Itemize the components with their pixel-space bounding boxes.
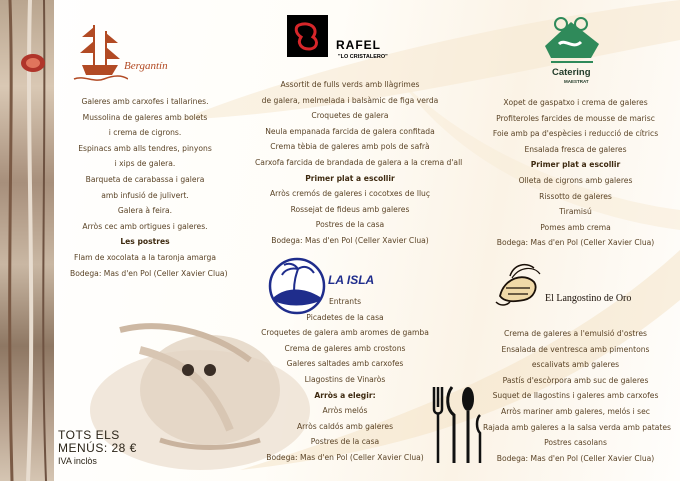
price-block bbox=[58, 429, 137, 468]
cutlery-icon bbox=[428, 385, 488, 465]
menu-item: Arròs caldós amb galeres bbox=[296, 421, 394, 431]
rafel-menu bbox=[255, 77, 463, 249]
menu-item: Bodega: Mas d'en Pol (Celler Xavier Clua) bbox=[271, 235, 429, 245]
menu-item: Postres casolans bbox=[544, 438, 607, 448]
laisla-menu bbox=[255, 294, 435, 466]
menu-item: Carxofa farcida de brandada de galera a la crema d'all bbox=[255, 157, 463, 167]
laisla-title: LA ISLA bbox=[328, 273, 375, 287]
menu-item: Rissotto de galeres bbox=[539, 191, 612, 201]
menu-item: Arròs cremós de galeres i cocotxes de lluç bbox=[269, 189, 431, 199]
catering-logo bbox=[541, 14, 603, 66]
langostino-menu bbox=[483, 326, 671, 466]
menu-item: Crema de galeres a l'emulsió d'ostres bbox=[503, 329, 647, 338]
menu-item: de galera, melmelada i balsàmic de figa verda bbox=[261, 95, 439, 105]
menu-item: Bodega: Mas d'en Pol (Celler Xavier Clua) bbox=[266, 452, 424, 462]
price-line-1: TOTS ELS bbox=[58, 428, 120, 442]
menu-item: Croquetes de galera bbox=[311, 111, 389, 121]
menu-item: i crema de cigrons. bbox=[108, 128, 182, 138]
menu-item: Suquet de llagostins i galeres amb carxofes bbox=[492, 391, 659, 401]
antennae-decoration bbox=[0, 0, 54, 481]
menu-item: Rossejat de fideus amb galeres bbox=[290, 204, 410, 214]
price-line-2: MENÚS: 28 € bbox=[58, 441, 137, 455]
catering-menu bbox=[483, 95, 668, 251]
menu-item: Olleta de cigrons amb galeres bbox=[518, 175, 633, 185]
bergantin-menu bbox=[70, 94, 228, 281]
menu-section-heading: Primer plat a escollir bbox=[305, 173, 395, 183]
menu-item: Bodega: Mas d'en Pol (Celler Xavier Clua) bbox=[496, 453, 655, 463]
menu-item: Galeres saltades amb carxofes bbox=[286, 359, 404, 369]
catering-title: Catering bbox=[552, 67, 591, 78]
menu-item: Profiteroles farcides de mousse de marisc bbox=[496, 113, 655, 123]
prawn-logo bbox=[490, 258, 544, 310]
menu-item: Assortit de fulls verds amb llàgrimes bbox=[280, 80, 420, 89]
menu-item: Barqueta de carabassa i galera bbox=[85, 174, 205, 184]
menu-item: Xopet de gaspatxo i crema de galeres bbox=[503, 98, 648, 107]
menu-section-heading: Primer plat a escollir bbox=[530, 160, 621, 170]
menu-item: Pastís d'escòrpora amb suc de galeres bbox=[502, 375, 649, 385]
menu-section-heading: Les postres bbox=[120, 237, 170, 247]
menu-item: Ensalada fresca de galeres bbox=[524, 144, 627, 154]
rafel-title: RAFEL bbox=[336, 38, 381, 52]
menu-item: Picadetes de la casa bbox=[306, 312, 384, 322]
rafel-logo bbox=[287, 15, 328, 57]
menu-item: Neula empanada farcida de galera confitada bbox=[265, 126, 435, 136]
menu-item: Llagostins de Vinaròs bbox=[304, 374, 386, 384]
menu-item: Flam de xocolata a la taronja amarga bbox=[73, 252, 216, 262]
rafel-mark-icon bbox=[287, 15, 328, 57]
rafel-subtitle: "LO CRISTALERO" bbox=[338, 54, 388, 60]
menu-item: Postres de la casa bbox=[315, 220, 385, 230]
menu-item: Pomes amb crema bbox=[540, 222, 611, 232]
menu-section-heading: Arròs a elegir: bbox=[314, 390, 376, 400]
menu-item: Croquetes de galera amb aromes de gamba bbox=[261, 328, 429, 338]
menu-item: Tiramisú bbox=[559, 207, 592, 217]
menu-item: i xips de galera. bbox=[114, 159, 176, 169]
menu-item: Arròs melós bbox=[322, 406, 368, 416]
menu-item: Espinacs amb alls tendres, pinyons bbox=[78, 143, 212, 153]
menu-item: Galera à feira. bbox=[117, 206, 173, 216]
menu-item: Postres de la casa bbox=[310, 437, 380, 447]
menu-item: Foie amb pa d'espècies i reducció de cítrics bbox=[492, 129, 659, 139]
menu-item: Arròs cec amb ortigues i galeres. bbox=[82, 221, 208, 231]
catering-subtitle: MAESTRAT bbox=[564, 79, 589, 84]
menu-item: Galeres amb carxofes i tallarines. bbox=[81, 97, 209, 106]
ship-logo bbox=[72, 15, 128, 85]
menu-item: Entrants bbox=[328, 297, 362, 306]
langostino-title: El Langostino de Oro bbox=[545, 293, 632, 304]
menu-item: Bodega: Mas d'en Pol (Celler Xavier Clua) bbox=[496, 238, 655, 248]
menu-item: Arròs mariner amb galeres, melós i sec bbox=[501, 406, 650, 416]
price-note: IVA inclòs bbox=[58, 456, 97, 466]
menu-item: Rajada amb galeres a la salsa verda amb patates bbox=[483, 422, 671, 432]
menu-item: Crema de galeres amb crostons bbox=[284, 343, 406, 353]
menu-item: amb infusió de julivert. bbox=[101, 190, 189, 200]
menu-item: Bodega: Mas d'en Pol (Celler Xavier Clua) bbox=[70, 268, 228, 278]
bergantin-title: Bergantín bbox=[124, 60, 168, 72]
menu-item: escalivats amb galeres bbox=[531, 360, 620, 370]
menu-item: Mussolina de galeres amb bolets bbox=[82, 112, 208, 122]
menu-item: Crema tèbia de galeres amb pols de safrà bbox=[270, 142, 430, 152]
menu-item: Ensalada de ventresca amb pimentons bbox=[501, 344, 650, 354]
